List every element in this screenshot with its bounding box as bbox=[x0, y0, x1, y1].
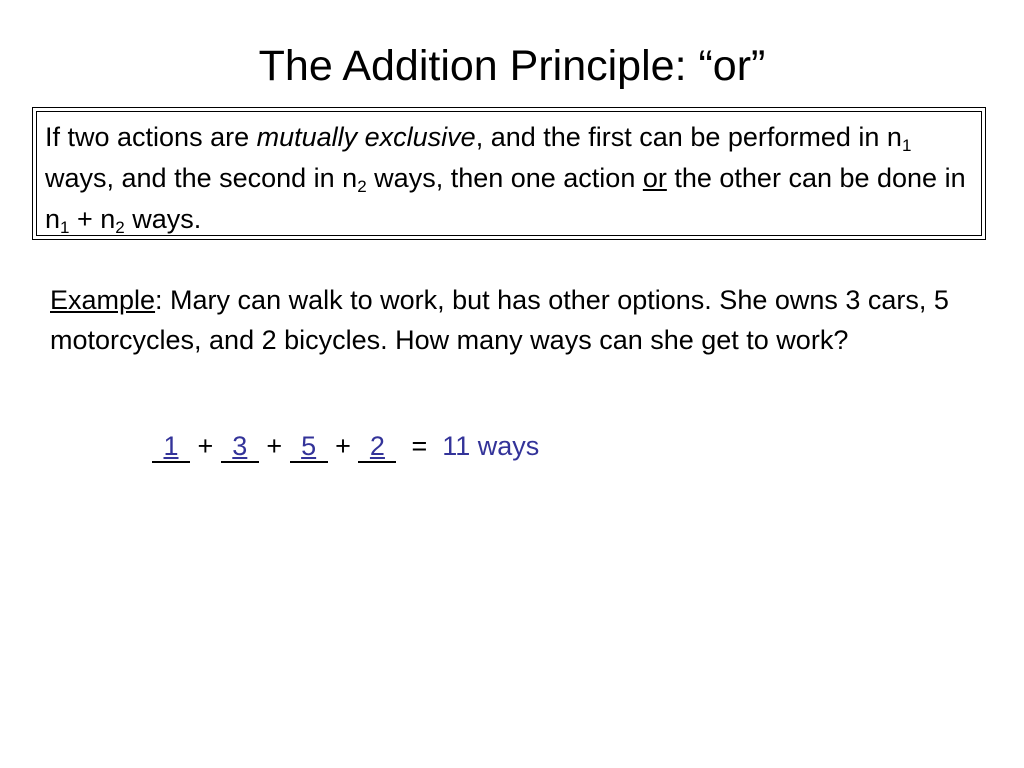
equation-term: 2 bbox=[369, 431, 385, 461]
equation-term: 1 bbox=[163, 431, 179, 461]
plus-sign: + bbox=[266, 431, 283, 461]
definition-part: ways, then one action bbox=[366, 163, 643, 193]
equation-blank bbox=[221, 431, 259, 463]
equation-blank bbox=[152, 431, 190, 463]
subscript: 1 bbox=[901, 136, 912, 155]
definition-part: , and the first can be performed in n bbox=[475, 122, 902, 152]
equation-blank bbox=[358, 431, 396, 463]
definition-part: ways, and the second in n bbox=[45, 163, 358, 193]
equation-blank bbox=[290, 431, 328, 463]
equation-term: 5 bbox=[301, 431, 317, 461]
subscript: 2 bbox=[115, 218, 125, 237]
equation-term: 3 bbox=[232, 431, 248, 461]
subscript: 2 bbox=[357, 177, 367, 196]
equals-sign: = bbox=[411, 431, 428, 461]
equation-result: 11 ways bbox=[442, 431, 540, 461]
example-text bbox=[50, 280, 980, 360]
definition-part: If two actions are bbox=[45, 122, 257, 152]
definition-italic: mutually exclusive bbox=[256, 122, 476, 152]
definition-part: ways. bbox=[124, 204, 202, 234]
definition-or: or bbox=[642, 163, 667, 193]
plus-sign: + bbox=[335, 431, 351, 461]
subscript: 1 bbox=[60, 218, 70, 237]
slide-title: The Addition Principle: “or” bbox=[258, 42, 766, 90]
example-label: Example bbox=[50, 285, 156, 315]
definition-part: the other can be done in n bbox=[45, 163, 966, 234]
plus-sign: + bbox=[197, 431, 214, 461]
equation bbox=[152, 428, 539, 464]
definition-text bbox=[45, 117, 975, 240]
example-body: : Mary can walk to work, but has other options. She owns 3 cars, 5 motorcycles, and 2 bicycles. How many ways can she get to work? bbox=[50, 285, 949, 355]
definition-part: + n bbox=[69, 204, 116, 234]
